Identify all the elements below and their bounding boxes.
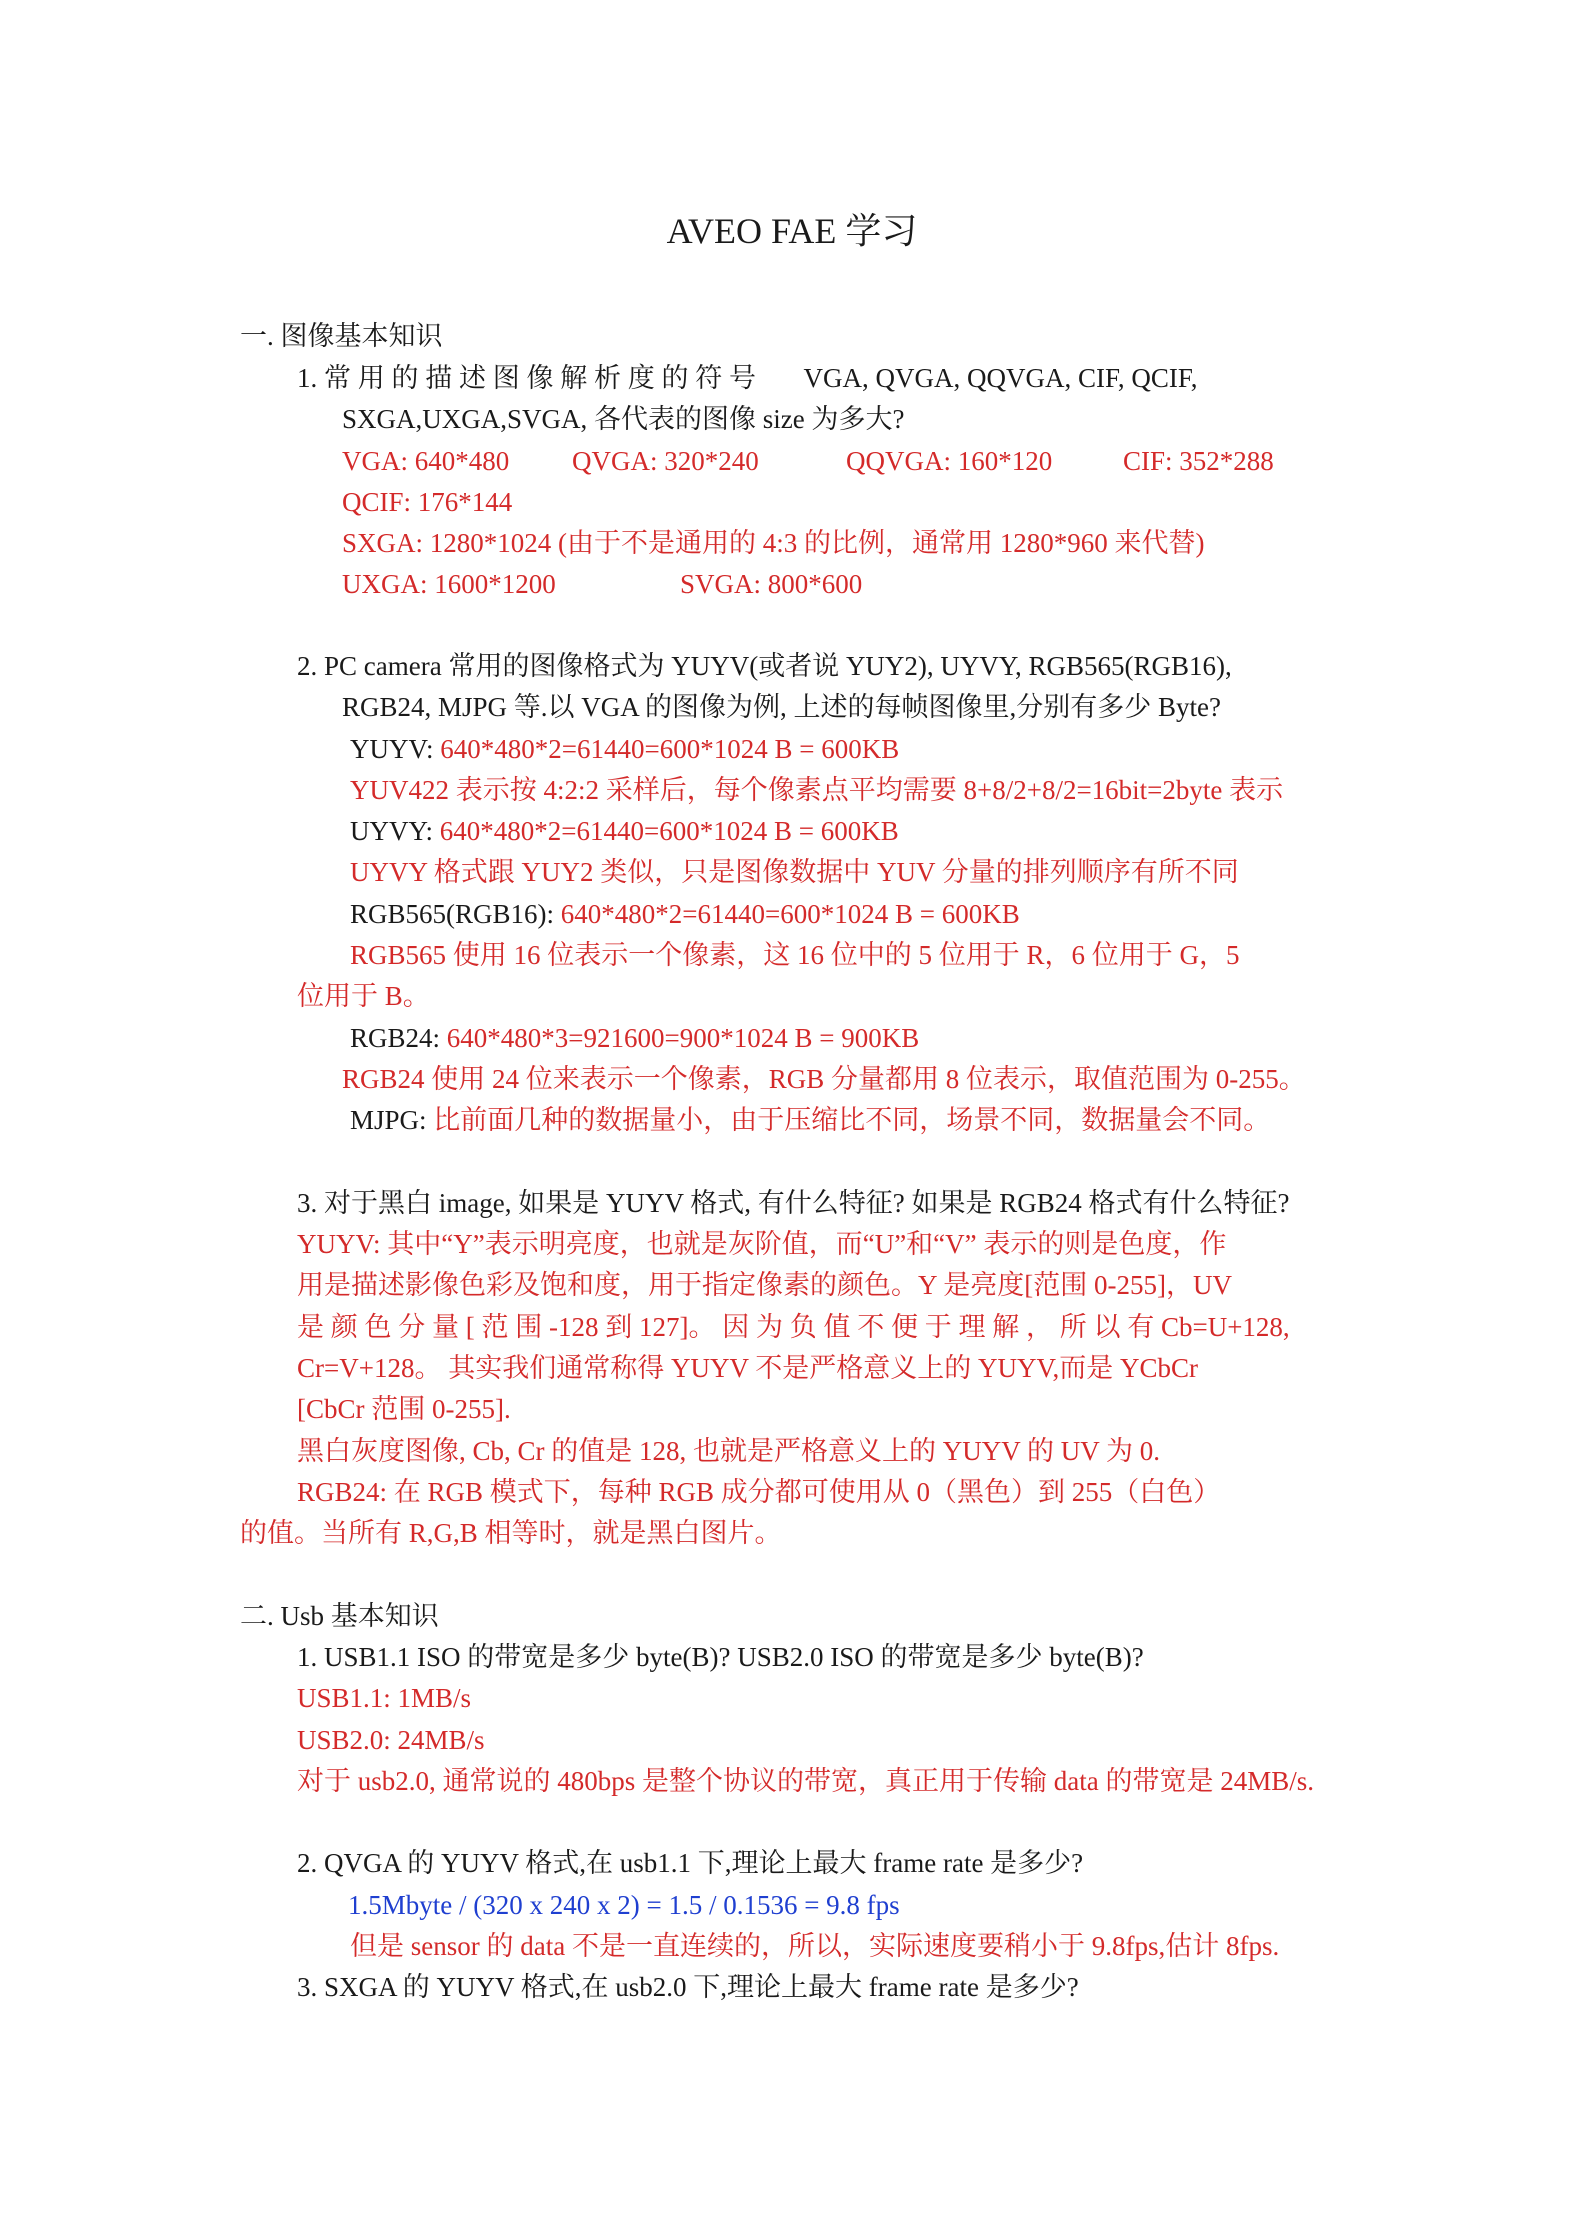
answer-uyvy-label: UYVY:	[350, 816, 440, 846]
answer-mjpg-value: 比前面几种的数据量小，由于压缩比不同，场景不同，数据量会不同。	[433, 1105, 1271, 1135]
note-uyvy: UYVY 格式跟 YUY2 类似，只是图像数据中 YUV 分量的排列顺序有所不同	[350, 857, 1239, 887]
answer-rgb24-label: RGB24:	[350, 1023, 447, 1053]
usb-question-3: 3. SXGA 的 YUYV 格式,在 usb2.0 下,理论上最大 frame rate 是多少?	[297, 1972, 1079, 2002]
answer-3-line-6: 黑白灰度图像, Cb, Cr 的值是 128, 也就是严格意义上的 YUYV 的 UV 为 0.	[297, 1436, 1161, 1466]
answer-rgb565-value: 640*480*2=61440=600*1024 B = 600KB	[560, 899, 1020, 929]
answer-rgb565	[350, 896, 1020, 932]
answer-3-line-2: 用是描述影像色彩及饱和度，用于指定像素的颜色。Y 是亮度[范围 0-255]，UV	[297, 1270, 1232, 1300]
answer-uxga: UXGA: 1600*1200	[342, 569, 556, 599]
answer-3-line-1: YUYV: 其中“Y”表示明亮度，也就是灰阶值，而“U”和“V” 表示的则是色度，作	[297, 1229, 1227, 1259]
answer-rgb24	[350, 1020, 919, 1056]
answer-yuyv	[350, 731, 899, 767]
question-3-line-1: 3. 对于黑白 image, 如果是 YUYV 格式, 有什么特征? 如果是 RGB24 格式有什么特征?	[297, 1188, 1290, 1218]
answer-yuyv-value: 640*480*2=61440=600*1024 B = 600KB	[440, 734, 900, 764]
answer-yuyv-label: YUYV:	[350, 734, 441, 764]
answer-vga: VGA: 640*480	[342, 446, 510, 476]
answer-svga: SVGA: 800*600	[680, 569, 863, 599]
answer-3-line-8: 的值。当所有 R,G,B 相等时，就是黑白图片。	[240, 1518, 782, 1548]
answer-3-line-7: RGB24: 在 RGB 模式下，每种 RGB 成分都可使用从 0（黑色）到 255（白色）	[297, 1477, 1221, 1507]
question-1-line-2: SXGA,UXGA,SVGA, 各代表的图像 size 为多大?	[342, 404, 905, 434]
answer-3-line-4: Cr=V+128。 其实我们通常称得 YUYV 不是严格意义上的 YUYV,而是 YCbCr	[297, 1353, 1198, 1383]
note-rgb565-line-1: RGB565 使用 16 位表示一个像素，这 16 位中的 5 位用于 R，6 位用于 G，5	[350, 940, 1240, 970]
note-rgb24: RGB24 使用 24 位来表示一个像素，RGB 分量都用 8 位表示，取值范围为 0-255。	[342, 1064, 1306, 1094]
answer-qvga: QVGA: 320*240	[572, 446, 759, 476]
usb-question-1: 1. USB1.1 ISO 的带宽是多少 byte(B)? USB2.0 ISO 的带宽是多少 byte(B)?	[297, 1642, 1144, 1672]
document-title: AVEO FAE 学习	[666, 211, 918, 251]
question-2-line-2: RGB24, MJPG 等.以 VGA 的图像为例, 上述的每帧图像里,分别有多少 Byte?	[342, 692, 1222, 722]
answer-qqvga: QQVGA: 160*120	[846, 446, 1053, 476]
answer-qcif: QCIF: 176*144	[342, 487, 513, 517]
usb-answer-1-line-3: 对于 usb2.0, 通常说的 480bps 是整个协议的带宽，真正用于传输 data 的带宽是 24MB/s.	[297, 1766, 1315, 1796]
usb-answer-2-calc: 1.5Mbyte / (320 x 240 x 2) = 1.5 / 0.1536 = 9.8 fps	[348, 1890, 900, 1920]
section-heading-usb-basics: 二. Usb 基本知识	[240, 1601, 439, 1631]
answer-mjpg	[350, 1102, 1270, 1138]
usb-question-2: 2. QVGA 的 YUYV 格式,在 usb1.1 下,理论上最大 frame rate 是多少?	[297, 1848, 1084, 1878]
answer-sxga: SXGA: 1280*1024 (由于不是通用的 4:3 的比例，通常用 1280*960 来代替)	[342, 528, 1205, 558]
answer-uyvy	[350, 813, 899, 849]
answer-rgb565-label: RGB565(RGB16):	[350, 899, 561, 929]
answer-mjpg-label: MJPG:	[350, 1105, 434, 1135]
question-1-text-a: 1. 常 用 的 描 述 图 像 解 析 度 的 符 号	[297, 363, 756, 393]
answer-3-line-5: [CbCr 范围 0-255].	[297, 1394, 511, 1424]
note-rgb565-line-2: 位用于 B。	[297, 981, 430, 1011]
usb-answer-1-line-1: USB1.1: 1MB/s	[297, 1683, 472, 1713]
answer-3-line-3: 是 颜 色 分 量 [ 范 围 -128 到 127]。 因 为 负 值 不 便 于 理 解 ， 所 以 有 Cb=U+128,	[297, 1312, 1290, 1342]
usb-answer-1-line-2: USB2.0: 24MB/s	[297, 1725, 485, 1755]
usb-answer-2-note: 但是 sensor 的 data 不是一直连续的，所以，实际速度要稍小于 9.8fps,估计 8fps.	[350, 1931, 1280, 1961]
note-yuv422: YUV422 表示按 4:2:2 采样后，每个像素点平均需要 8+8/2+8/2=16bit=2byte 表示	[350, 775, 1284, 805]
question-1-line-1	[297, 360, 1197, 396]
section-heading-image-basics: 一. 图像基本知识	[240, 321, 443, 351]
answer-uyvy-value: 640*480*2=61440=600*1024 B = 600KB	[439, 816, 899, 846]
question-2-line-1: 2. PC camera 常用的图像格式为 YUYV(或者说 YUY2), UYVY, RGB565(RGB16),	[297, 651, 1232, 681]
answer-cif: CIF: 352*288	[1123, 446, 1274, 476]
question-1-text-b: VGA, QVGA, QQVGA, CIF, QCIF,	[803, 363, 1198, 393]
answer-rgb24-value: 640*480*3=921600=900*1024 B = 900KB	[446, 1023, 920, 1053]
